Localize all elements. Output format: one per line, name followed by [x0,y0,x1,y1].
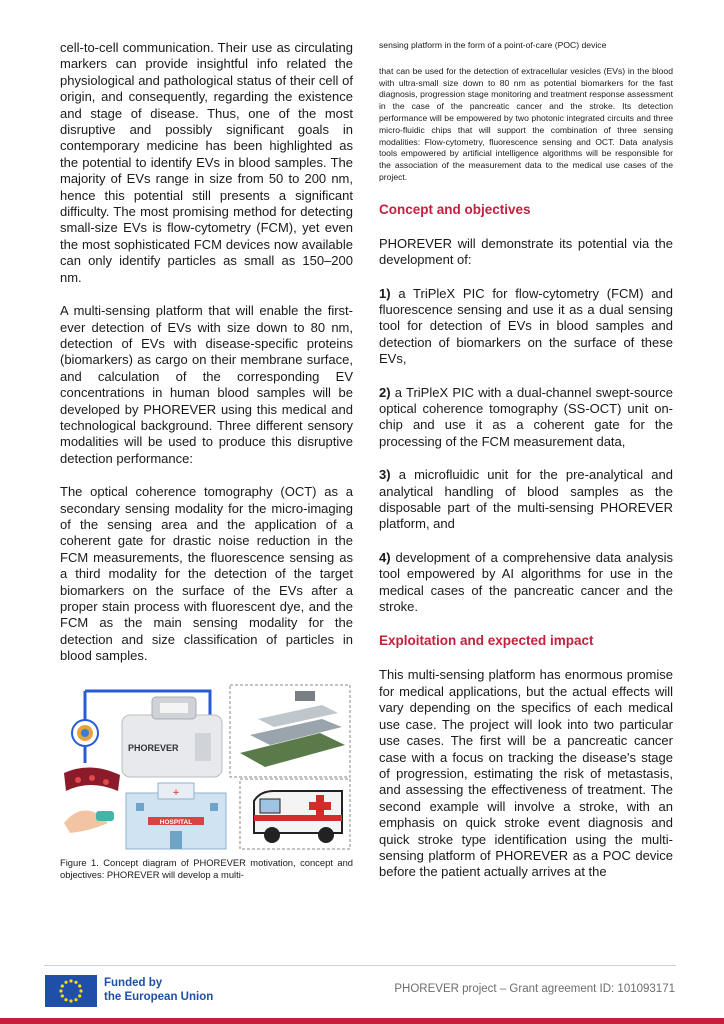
blood-sample-hands-icon [64,810,114,833]
chip-stack-icon [230,685,350,777]
left-paragraph-1: cell-to-cell communication. Their use as circulating markers can provide insightful info related the physiological and pathological status of their cell of origin, and consequently, regarding the existence and stage of disease. Thus, one of the most disruptive and possibly significant goals in contemporary medicine has been highlighted as the potential to identify EVs in blood samples. The majority of EVs range in size from 50 to 200 nm, hence this potential still presents a significant difficulty. The most promising method for detecting small-size EVs is flow-cytometry (FCM), yet even the most sophisticated FCM devices now available can only identify particles as small as 150–200 nm. [60,40,353,285]
eu-flag-icon [45,975,97,1007]
objective-item-2 [379,385,673,451]
phorever-device-icon [122,697,222,777]
grant-agreement-text: PHOREVER project – Grant agreement ID: 101093171 [394,983,675,995]
right-continuation-line: sensing platform in the form of a point-of-care (POC) device [379,40,607,50]
eu-line-1: Funded by [104,977,163,989]
hospital-icon [126,783,226,849]
right-column [379,40,673,881]
objective-text: a microfluidic unit for the pre-analytical and analytical handling of blood samples as the disposable part of the multi-sensing PHOREVER platform, and [379,467,673,532]
concept-intro: PHOREVER will demonstrate its potential via the development of: [379,235,673,268]
objective-item-1 [379,286,673,368]
objective-text: development of a comprehensive data analysis tool empowered by AI algorithms for use in the medical cases of the pancreatic cancer and the stroke. [379,549,673,615]
hospital-label: HOSPITAL [159,818,193,826]
left-paragraph-2: A multi-sensing platform that will enable the first-ever detection of EVs with size down to 80 nm, detection of EVs with disease-specific proteins (biomarkers) as cargo on their membrane surface, and calculation of the corresponding EV concentrations in human blood samples will be developed by PHOREVER using this medical and technological background. Three different sensory modalities will be used to produce this disruptive detection performance: [60,303,353,466]
figure-caption: Figure 1. Concept diagram of PHOREVER motivation, concept and objectives: PHOREVER will develop a multi- [60,856,353,881]
concept-figure [60,683,353,851]
objective-number: 3) [379,467,391,483]
left-paragraph-3: The optical coherence tomography (OCT) as a secondary sensing modality for the micro-imaging of the sensing area and the application of a coherent gate for drastic noise reduction in the FCM measurements, the fluorescence sensing as a third modality for the detection of the target biomarkers on the surface of the EVs after a proper stain process with fluorescent dye, and the FCM as the main sensing modality for the detection and size classification of particles in blood samples. [60,484,353,664]
cell-icon [72,720,98,746]
objective-text: a TriPleX PIC for flow-cytometry (FCM) and fluorescence sensing and use it as a dual sensing tool for detection of EVs in blood samples and detection of biomarkers on the surface of these EVs, [379,285,673,367]
bottom-accent-bar [0,1018,724,1024]
objective-text: a TriPleX PIC with a dual-channel swept-source optical coherence tomography (SS-OCT) unit on-chip and use it as a coherent gate for the processing of the FCM measurement data, [379,384,673,449]
objective-number: 2) [379,384,391,400]
objective-number: 4) [379,549,391,565]
objective-number: 1) [379,285,391,301]
device-label: PHOREVER [128,742,179,753]
ambulance-icon [240,779,350,849]
footer-divider [44,965,676,966]
exploitation-paragraph: This multi-sensing platform has enormous promise for medical applications, but the actual effects will vary depending on the specifics of each medical use case. The project will look into two particular use cases. The first will be a pancreatic cancer case with a focus on tracking the disease's stage of progression, estimating the risk of metastasis, and assessing the effectiveness of treatment. The second example will involve a stroke, with an emphasis on quick stroke event diagnosis and quick stroke type identification using the multi-sensing platform of PHOREVER as a POC device before the patient actually arrives at the [379,667,673,880]
right-continuation-paragraph: that can be used for the detection of extracellular vesicles (EVs) in the blood with ultra-small size down to 80 nm as potential biomarkers for the fast diagnosis, progression stage monitoring and treatment response assessment in the case of the pancreatic cancer and the stroke. Its detection performance will be empowered by two photonic integrated circuits and three micro-fluidic chips that will support the combination of three sensing modalities: Flow-cytometry, fluorescence sensing and OCT. Data analysis tools empowered by artificial intelligence algorithms will be responsible for the association of the measurement data to the medical use cases of the project. [379,65,673,182]
concept-diagram [60,683,353,851]
objective-item-4 [379,550,673,616]
eu-line-2: the European Union [104,991,214,1003]
left-column [60,40,353,882]
objective-item-3 [379,467,673,533]
heading-concept-objectives: Concept and objectives [379,201,531,217]
heading-exploitation-impact: Exploitation and expected impact [379,633,594,649]
eu-funding-label [104,976,213,1004]
blood-vessel-icon [64,767,120,791]
svg-text:+: + [172,787,180,798]
